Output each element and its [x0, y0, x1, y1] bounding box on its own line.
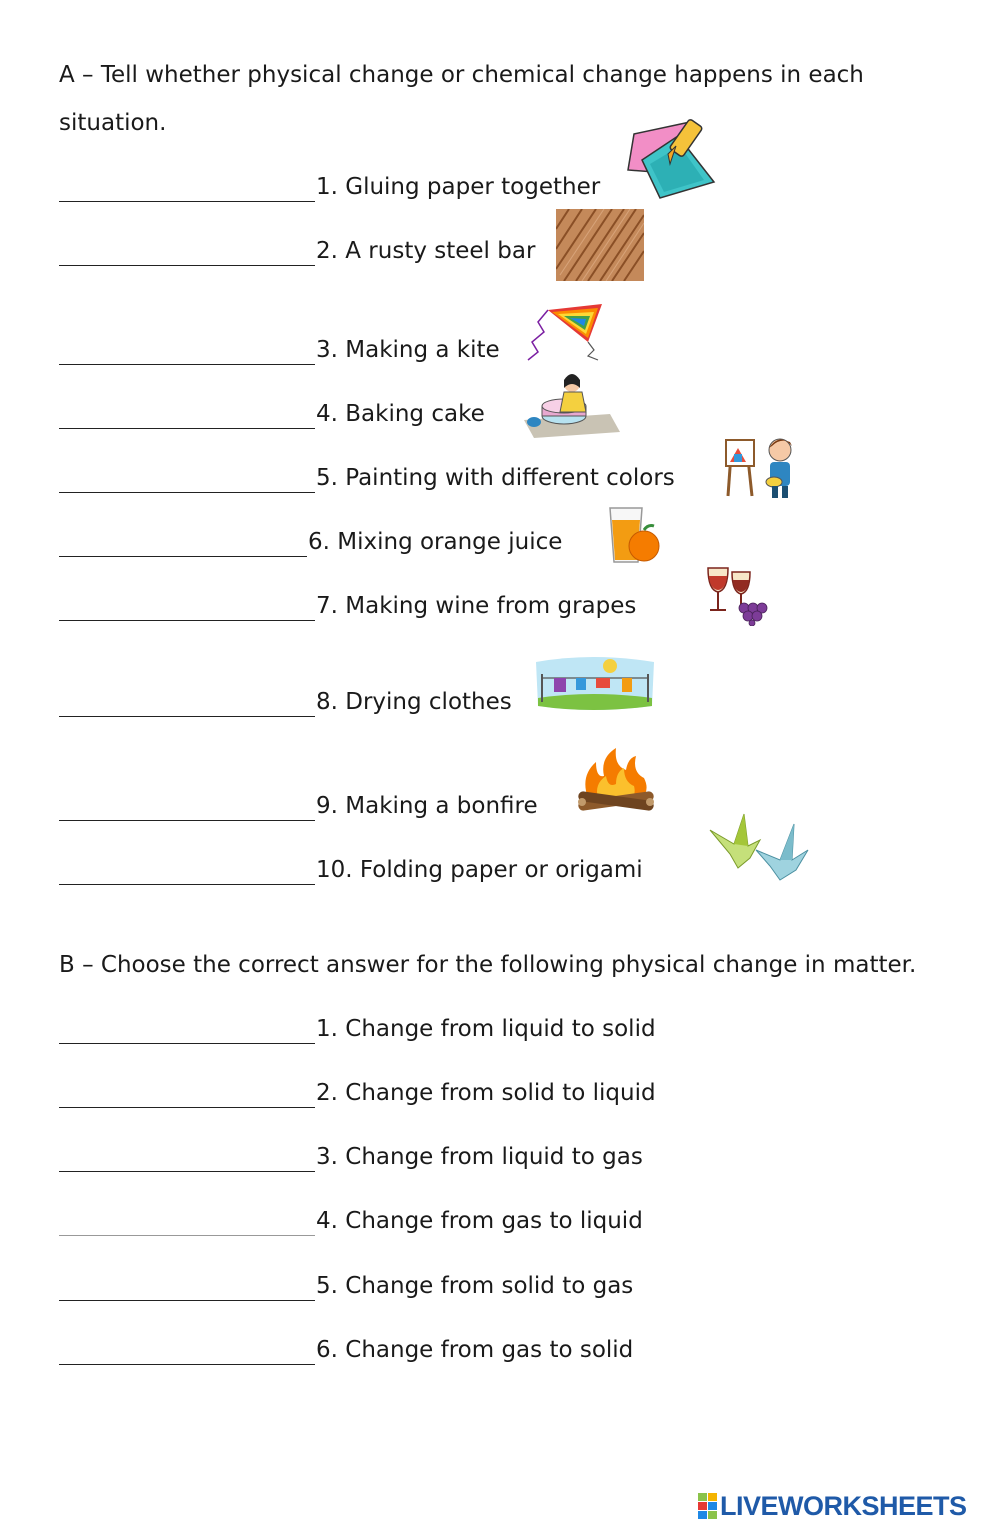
drying-clothes-icon	[532, 654, 658, 714]
question-b6: 6. Change from gas to solid	[316, 1337, 634, 1363]
question-a8: 8. Drying clothes	[316, 689, 512, 715]
answer-blank-a2[interactable]	[59, 234, 315, 268]
answer-blank-b4[interactable]	[59, 1204, 315, 1238]
answer-blank-a5[interactable]	[59, 461, 315, 495]
question-a6: 6. Mixing orange juice	[308, 529, 563, 555]
liveworksheets-brand-text: LIVEWORKSHEETS	[720, 1490, 967, 1521]
wine-grapes-icon	[704, 562, 768, 626]
question-b3: 3. Change from liquid to gas	[316, 1144, 643, 1170]
question-a10: 10. Folding paper or origami	[316, 857, 643, 883]
answer-blank-b6[interactable]	[59, 1333, 315, 1367]
baking-cake-icon	[520, 370, 624, 440]
bonfire-icon	[574, 746, 658, 816]
section-a-heading-line1: A – Tell whether physical change or chemical change happens in each	[59, 62, 864, 88]
answer-blank-a9[interactable]	[59, 789, 315, 823]
answer-blank-b1[interactable]	[59, 1012, 315, 1046]
answer-blank-a6[interactable]	[59, 525, 307, 559]
question-b4: 4. Change from gas to liquid	[316, 1208, 643, 1234]
question-a1: 1. Gluing paper together	[316, 174, 601, 200]
question-a5: 5. Painting with different colors	[316, 465, 675, 491]
answer-blank-a4[interactable]	[59, 397, 315, 431]
liveworksheets-logo	[698, 1490, 967, 1522]
glue-paper-icon	[620, 112, 720, 208]
answer-blank-a8[interactable]	[59, 685, 315, 719]
question-a2: 2. A rusty steel bar	[316, 238, 536, 264]
section-a-heading-line2: situation.	[59, 110, 167, 136]
rusty-steel-bars-icon	[556, 209, 644, 281]
section-b-heading: B – Choose the correct answer for the following physical change in matter.	[59, 952, 917, 978]
orange-juice-icon	[606, 506, 662, 564]
kite-icon	[518, 302, 610, 364]
question-a9: 9. Making a bonfire	[316, 793, 538, 819]
painting-boy-icon	[724, 430, 798, 500]
answer-blank-a1[interactable]	[59, 170, 315, 204]
question-b2: 2. Change from solid to liquid	[316, 1080, 656, 1106]
answer-blank-a3[interactable]	[59, 333, 315, 367]
question-b1: 1. Change from liquid to solid	[316, 1016, 656, 1042]
answer-blank-a7[interactable]	[59, 589, 315, 623]
answer-blank-b5[interactable]	[59, 1269, 315, 1303]
answer-blank-b2[interactable]	[59, 1076, 315, 1110]
question-a3: 3. Making a kite	[316, 337, 500, 363]
question-a4: 4. Baking cake	[316, 401, 485, 427]
origami-cranes-icon	[708, 810, 812, 884]
liveworksheets-logo-icon	[698, 1493, 718, 1519]
answer-blank-b3[interactable]	[59, 1140, 315, 1174]
question-b5: 5. Change from solid to gas	[316, 1273, 634, 1299]
answer-blank-a10[interactable]	[59, 853, 315, 887]
question-a7: 7. Making wine from grapes	[316, 593, 637, 619]
